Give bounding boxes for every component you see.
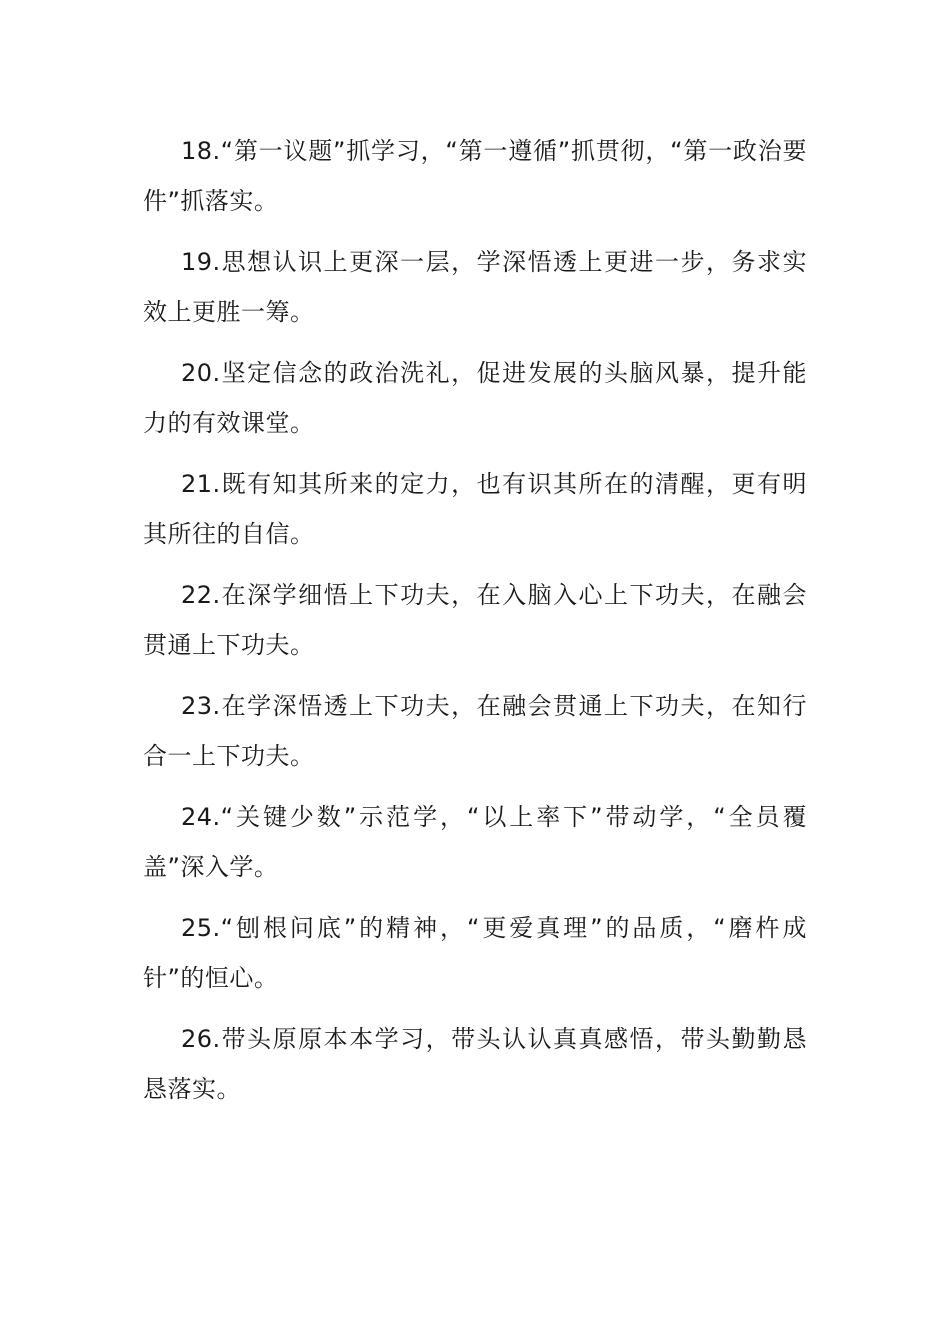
paragraph-19: 19.思想认识上更深一层，学深悟透上更进一步，务求实效上更胜一筹。 (143, 248, 807, 326)
paragraph-22: 22.在深学细悟上下功夫，在入脑入心上下功夫，在融会贯通上下功夫。 (143, 581, 807, 659)
paragraph-18: 18.“第一议题”抓学习，“第一遵循”抓贯彻，“第一政治要件”抓落实。 (143, 137, 807, 215)
paragraph-23: 23.在学深悟透上下功夫，在融会贯通上下功夫，在知行合一上下功夫。 (143, 692, 807, 770)
paragraph-21: 21.既有知其所来的定力，也有识其所在的清醒，更有明其所往的自信。 (143, 470, 807, 548)
paragraph-24: 24.“关键少数”示范学，“以上率下”带动学，“全员覆盖”深入学。 (143, 803, 807, 881)
paragraph-26: 26.带头原原本本学习，带头认认真真感悟，带头勤勤恳恳落实。 (143, 1025, 807, 1103)
paragraph-25: 25.“刨根问底”的精神，“更爱真理”的品质，“磨杵成针”的恒心。 (143, 914, 807, 992)
document-body (143, 126, 807, 1125)
paragraph-20: 20.坚定信念的政治洗礼，促进发展的头脑风暴，提升能力的有效课堂。 (143, 359, 807, 437)
